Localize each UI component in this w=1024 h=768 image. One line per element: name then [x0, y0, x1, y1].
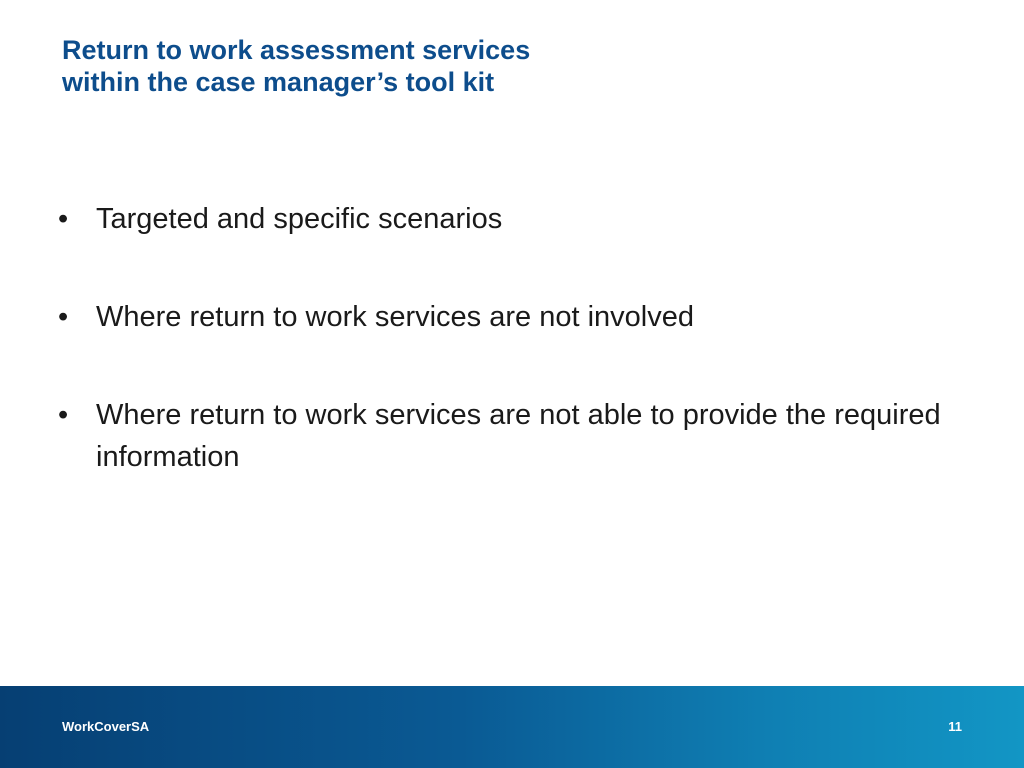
slide-title-line-2: within the case manager’s tool kit [62, 67, 495, 97]
slide-title [62, 34, 530, 98]
bullet-text: Where return to work services are not involved [96, 301, 694, 333]
bullet-dot-icon: • [58, 203, 69, 235]
bullet-dot-icon: • [58, 301, 69, 333]
bullet-dot-icon: • [58, 399, 69, 431]
slide-title-line-1: Return to work assessment services [62, 35, 531, 65]
bullet-item [56, 394, 976, 478]
page-number: 11 [948, 719, 962, 734]
bullet-item [56, 198, 976, 240]
footer-brand: WorkCoverSA [62, 719, 150, 734]
bullet-text: Where return to work services are not able to provide the required information [96, 399, 941, 473]
footer-bar [0, 686, 1024, 768]
bullet-item [56, 296, 976, 338]
bullet-list [56, 198, 976, 534]
bullet-text: Targeted and specific scenarios [96, 203, 503, 235]
